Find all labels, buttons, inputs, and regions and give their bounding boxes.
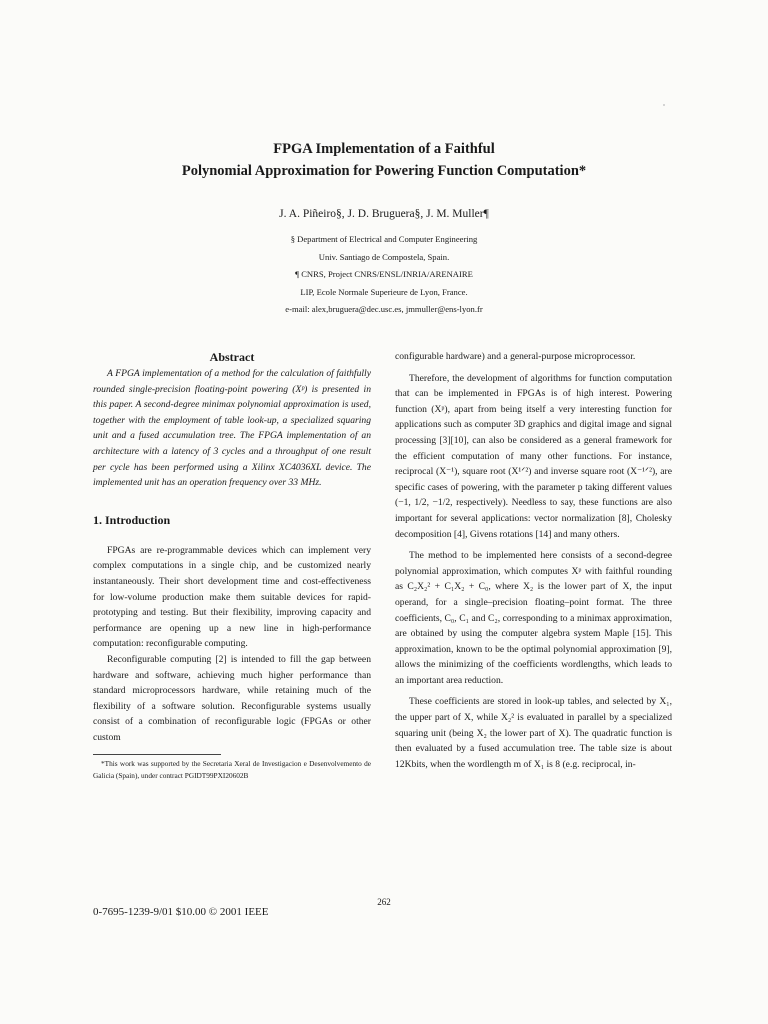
copyright-notice: 0-7695-1239-9/01 $10.00 © 2001 IEEE: [93, 906, 269, 918]
left-column: [93, 348, 371, 782]
right-column: [395, 349, 672, 772]
footnote: *This work was supported by the Secretaria Xeral de Investigacion e Desenvolvemento de Galicia (Spain), under contract PGIDT99PXI20602B: [93, 759, 371, 781]
paper-title: [0, 138, 768, 182]
body-paragraph: Therefore, the development of algorithms for function computation that can be implemented in FPGAs is of high interest. Powering function (Xᵖ), apart from being itself a very interesting function for applications such as computer 3D graphics and digital image and signal processing [3][10], can also be considered as a general framework for the efficient computation of many other functions. For instance, reciprocal (X⁻¹), square root (X¹ᐟ²) and inverse square root (X⁻¹ᐟ²), are specific cases of powering, with the parameter p taking different values (−1, 1/2, −1/2, respectively). Needless to say, these functions are also important for several applications: vector normalization [8], Cholesky decomposition [4], Givens rotations [14] and many others.: [395, 372, 672, 540]
title-line-2: Polynomial Approximation for Powering Function Computation*: [181, 163, 587, 179]
contact-email: e-mail: alex,bruguera@dec.usc.es, jmmuller@ens-lyon.fr: [285, 304, 483, 315]
abstract-text: A FPGA implementation of a method for the calculation of faithfully rounded single-precision floating-point powering (Xᵖ) is presented in this paper. A second-degree minimax polynomial approximation is used, together with the employment of table look-up, a specialized squaring unit and a fused accumulation tree. The FPGA implementation of an architecture with a latency of 3 cycles and a throughput of one result per cycle has been performed using a Xilinx XC4036XL device. The implemented unit has an operation frequency over 33 MHz.: [93, 368, 371, 489]
body-paragraph: FPGAs are re-programmable devices which can implement very complex computations in a single chip, and be customized nearly instantaneously. Their short development time and cost-effectiveness for low-volume production make them suitable devices for rapid-prototyping and testing. But their flexibility, improving capacity and performance are opening up a new line in high-performance computation: reconfigurable computing.: [93, 544, 371, 650]
footnote-divider: [93, 754, 221, 755]
introduction-heading: 1. Introduction: [93, 512, 171, 527]
affiliation-line: LIP, Ecole Normale Superieure de Lyon, France.: [300, 286, 468, 297]
page-number: 262: [377, 897, 391, 907]
body-paragraph: Reconfigurable computing [2] is intended to fill the gap between hardware and software, achieving much higher performance than standard microprocessors hardware, while retaining much of the flexibility of a software solution. Reconfigurable systems usually consist of a combination of reconfigurable logic (FPGAs or other custom: [93, 653, 371, 743]
body-paragraph: configurable hardware) and a general-purpose microprocessor.: [395, 351, 636, 362]
title-line-1: FPGA Implementation of a Faithful: [273, 141, 495, 157]
body-paragraph: These coefficients are stored in look-up tables, and selected by X₁, the upper part of X, while X₂² is evaluated in parallel by a specialized squaring unit (being X₂ the lower part of X). The quadratic function is then evaluated by a fused accumulation tree. The table size is about 12Kbits, when the wordlength m of X₁ is 8 (e.g. reciprocal, in-: [395, 696, 672, 770]
affiliation-line: Univ. Santiago de Compostela, Spain.: [318, 251, 450, 262]
body-paragraph: The method to be implemented here consists of a second-degree polynomial approximation, which computes Xᵖ with faithful rounding as C₂X₂² + C₁X₂ + C₀, where X₂ is the lower part of X, the input operand, for a single–precision floating–point format. The three coefficients, C₀, C₁ and C₂, corresponding to a minimax approximation, are obtained by using the computer algebra system Maple [15]. This approximation, known to be the optimal polynomial approximation [9], allows the minimizing of the coefficients wordlengths, which leads to an important area reduction.: [395, 550, 672, 686]
author-list: J. A. Piñeiro§, J. D. Bruguera§, J. M. Muller¶: [279, 208, 489, 220]
affiliation-line: ¶ CNRS, Project CNRS/ENSL/INRIA/ARENAIRE: [295, 269, 473, 280]
affiliation-line: § Department of Electrical and Computer Engineering: [290, 234, 478, 244]
affiliations: [0, 231, 768, 319]
abstract-heading: Abstract: [209, 350, 255, 364]
scan-speck: [663, 104, 665, 106]
